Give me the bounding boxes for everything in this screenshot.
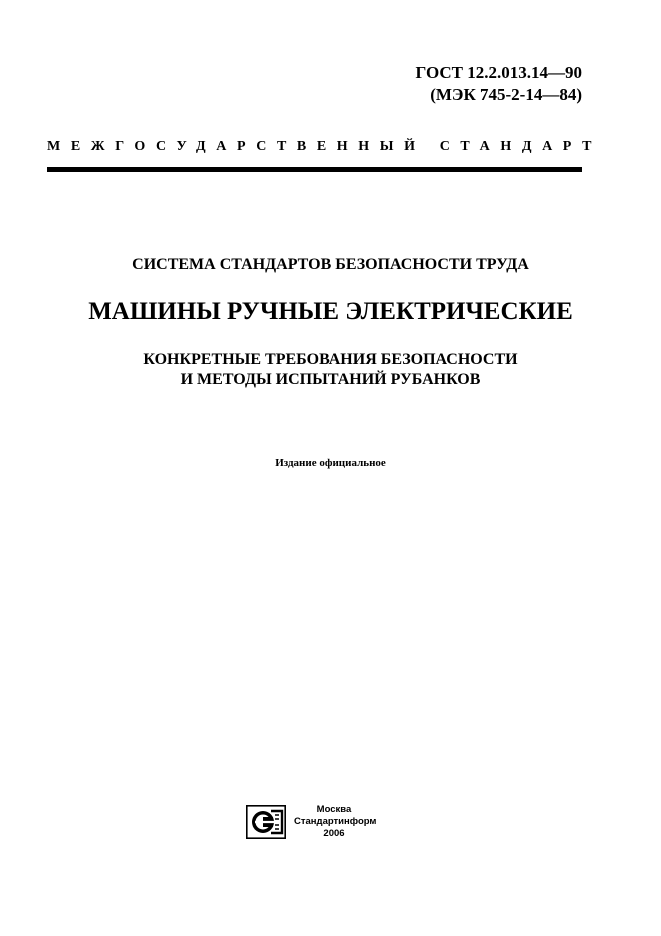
header-rule bbox=[47, 167, 582, 172]
main-title: МАШИНЫ РУЧНЫЕ ЭЛЕКТРИЧЕСКИЕ bbox=[88, 298, 573, 325]
gost-code: ГОСТ 12.2.013.14—90 bbox=[415, 63, 582, 82]
standard-type: МЕЖГОСУДАРСТВЕННЫЙ СТАНДАРТ bbox=[47, 139, 603, 154]
publisher-city: Москва bbox=[316, 804, 352, 815]
subtitle-line-2: И МЕТОДЫ ИСПЫТАНИЙ РУБАНКОВ bbox=[180, 371, 481, 388]
standartinform-logo-icon bbox=[246, 805, 286, 839]
publisher-year: 2006 bbox=[323, 828, 345, 839]
subtitle bbox=[0, 350, 661, 390]
publisher-info bbox=[294, 804, 377, 840]
system-title: СИСТЕМА СТАНДАРТОВ БЕЗОПАСНОСТИ ТРУДА bbox=[132, 256, 529, 273]
edition-note: Издание официальное bbox=[275, 457, 386, 469]
document-codes bbox=[416, 62, 582, 106]
publisher-name: Стандартинформ bbox=[294, 816, 377, 827]
iec-code: (МЭК 745-2-14—84) bbox=[430, 85, 582, 104]
subtitle-line-1: КОНКРЕТНЫЕ ТРЕБОВАНИЯ БЕЗОПАСНОСТИ bbox=[143, 351, 518, 368]
